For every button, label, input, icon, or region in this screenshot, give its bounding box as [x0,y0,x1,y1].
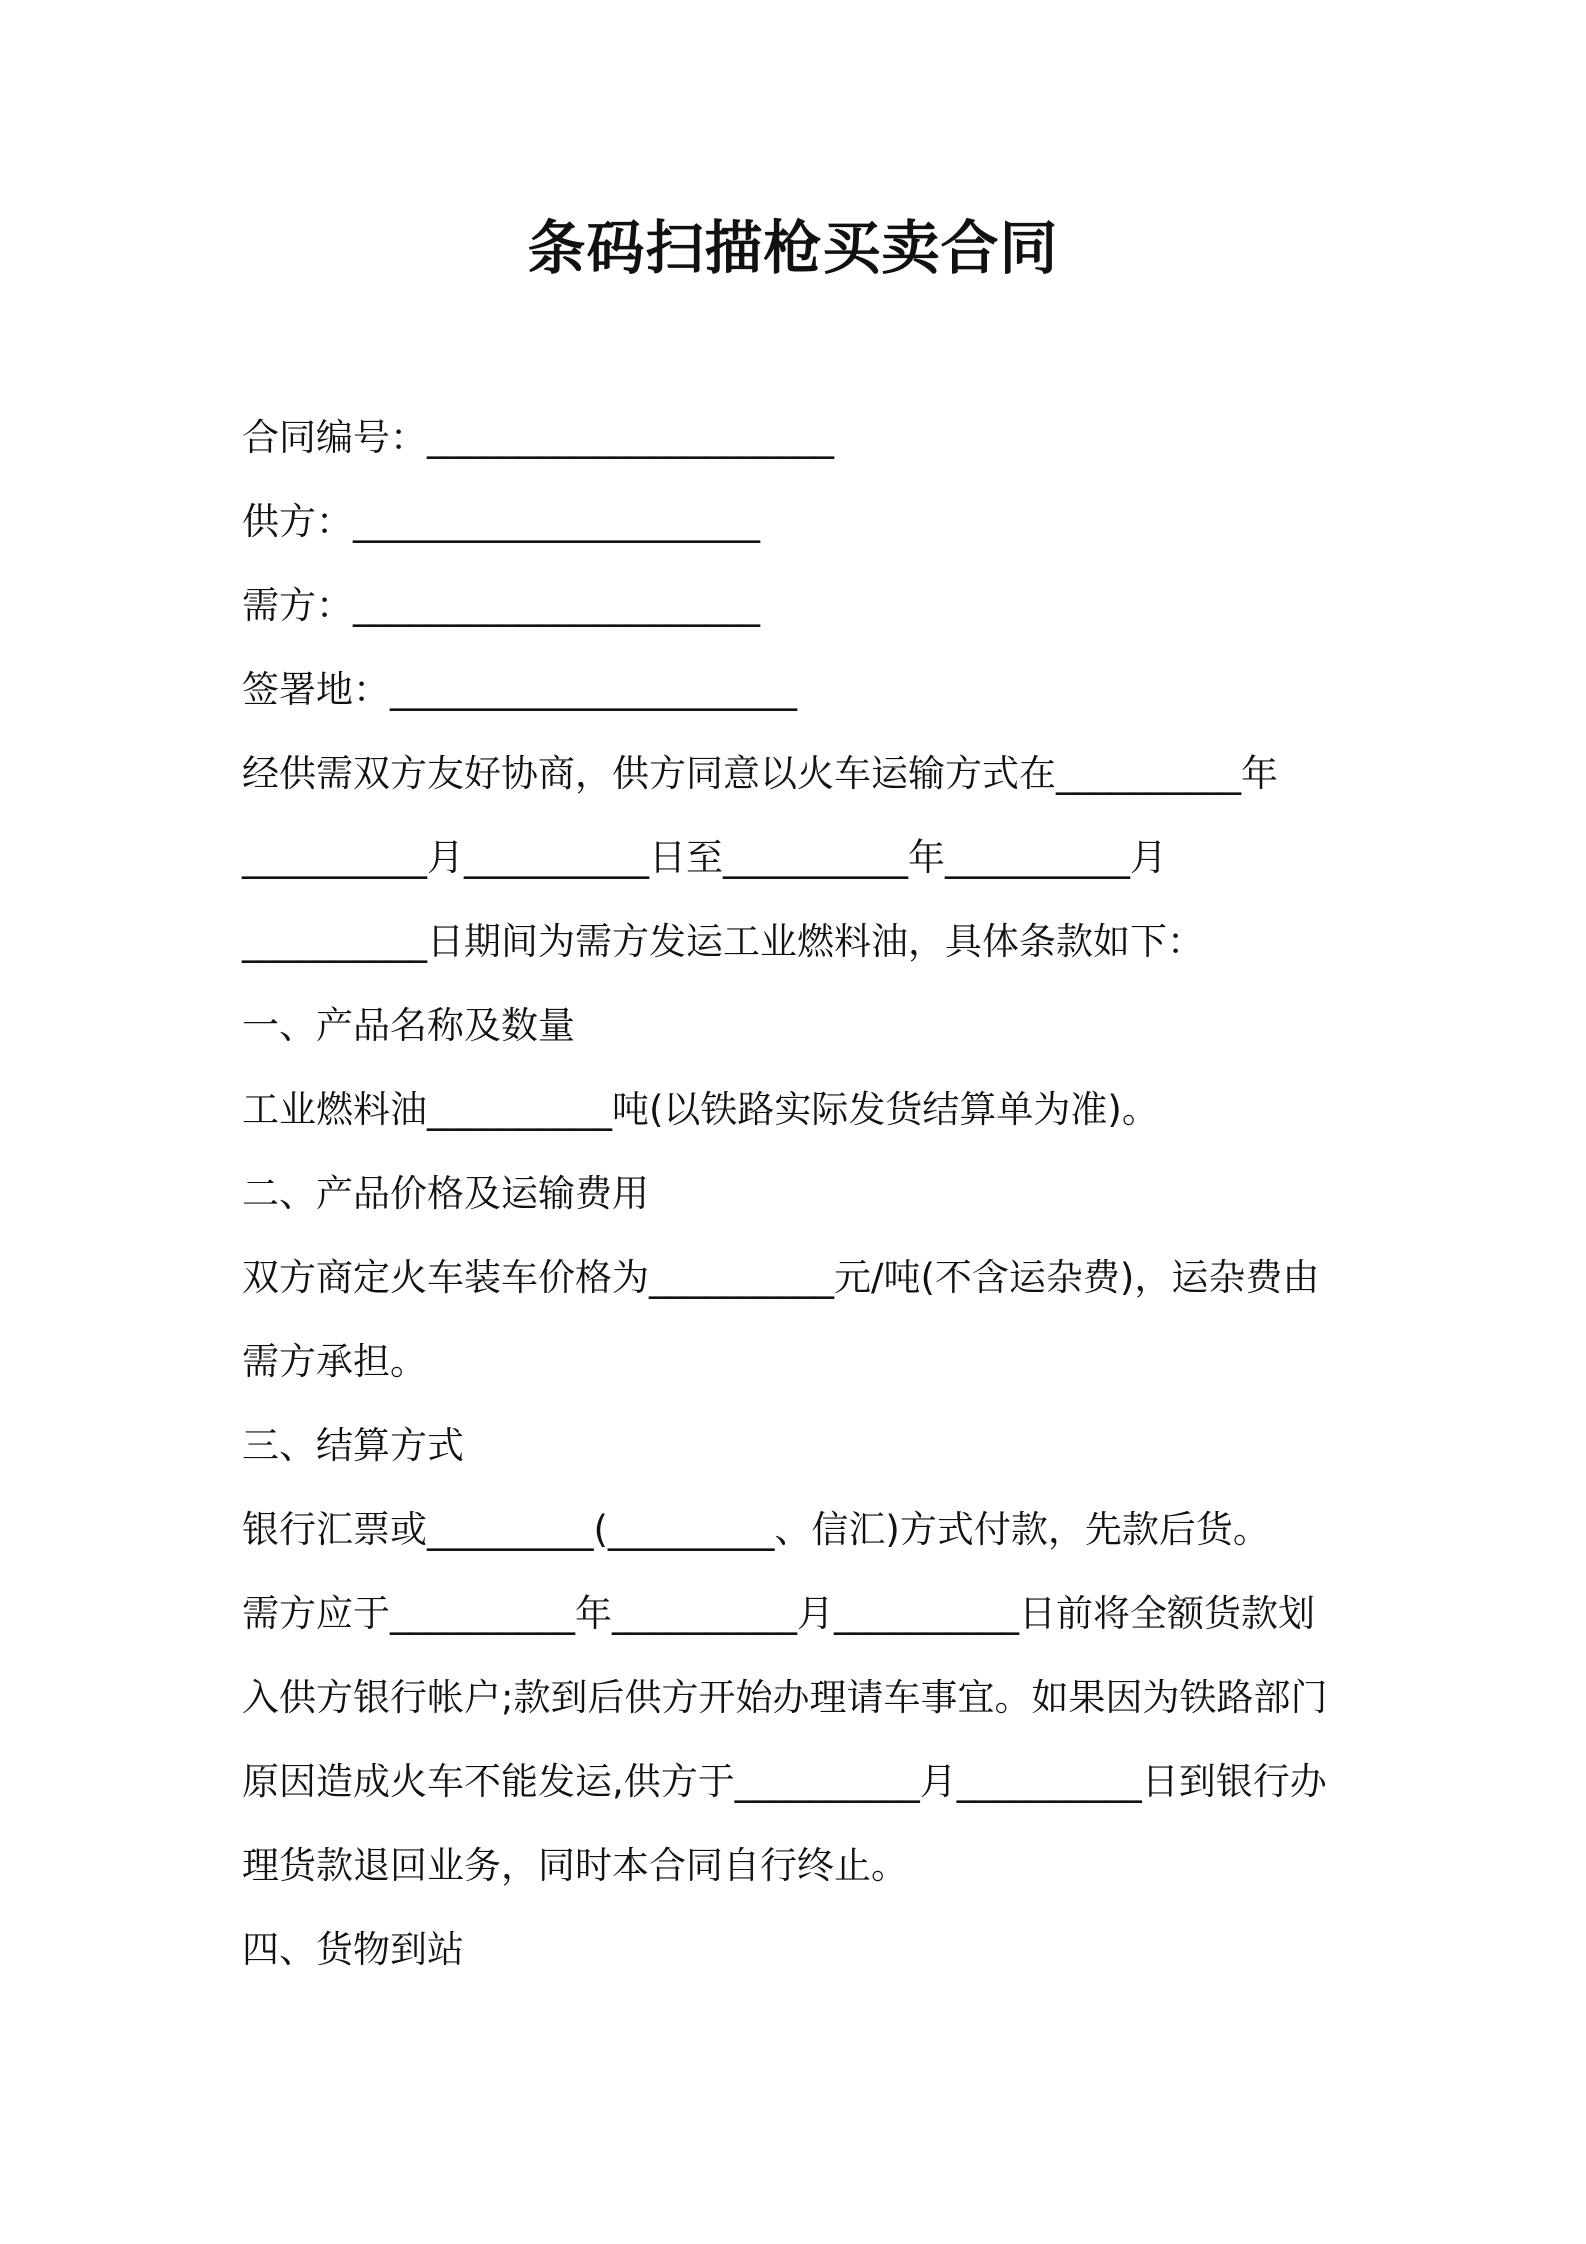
contract-number-line: 合同编号：______________________ [242,416,834,459]
section-1-text: 工业燃料油__________吨(以铁路实际发货结算单为准)。 [242,1088,1159,1131]
signing-place-line: 签署地：______________________ [242,668,797,711]
section-3-text-line-4: 原因造成火车不能发运,供方于__________月__________日到银行办 [242,1760,1327,1803]
document-title: 条码扫描枪买卖合同 [527,214,1059,282]
preamble-line-3: __________日期间为需方发运工业燃料油，具体条款如下： [242,920,1204,963]
section-heading-2: 二、产品价格及运输费用 [242,1172,649,1215]
preamble-line-2: __________月__________日至__________年__________月 [242,836,1167,879]
section-3-text-line-1: 银行汇票或_________(_________、信汇)方式付款，先款后货。 [242,1508,1270,1551]
section-3-text-line-2: 需方应于__________年__________月__________日前将全额货款划 [242,1592,1315,1635]
section-2-text-line-1: 双方商定火车装车价格为__________元/吨(不含运杂费)，运杂费由 [242,1256,1320,1299]
supplier-line: 供方：______________________ [242,500,760,543]
section-heading-3: 三、结算方式 [242,1424,464,1467]
buyer-line: 需方：______________________ [242,584,760,627]
section-heading-4: 四、货物到站 [242,1928,464,1971]
section-3-text-line-5: 理货款退回业务，同时本合同自行终止。 [242,1844,908,1887]
preamble-line-1: 经供需双方友好协商，供方同意以火车运输方式在__________年 [242,752,1278,795]
section-3-text-line-3: 入供方银行帐户;款到后供方开始办理请车事宜。如果因为铁路部门 [242,1676,1328,1719]
contract-body [242,396,1372,1992]
section-2-text-line-2: 需方承担。 [242,1340,427,1383]
section-heading-1: 一、产品名称及数量 [242,1004,575,1047]
